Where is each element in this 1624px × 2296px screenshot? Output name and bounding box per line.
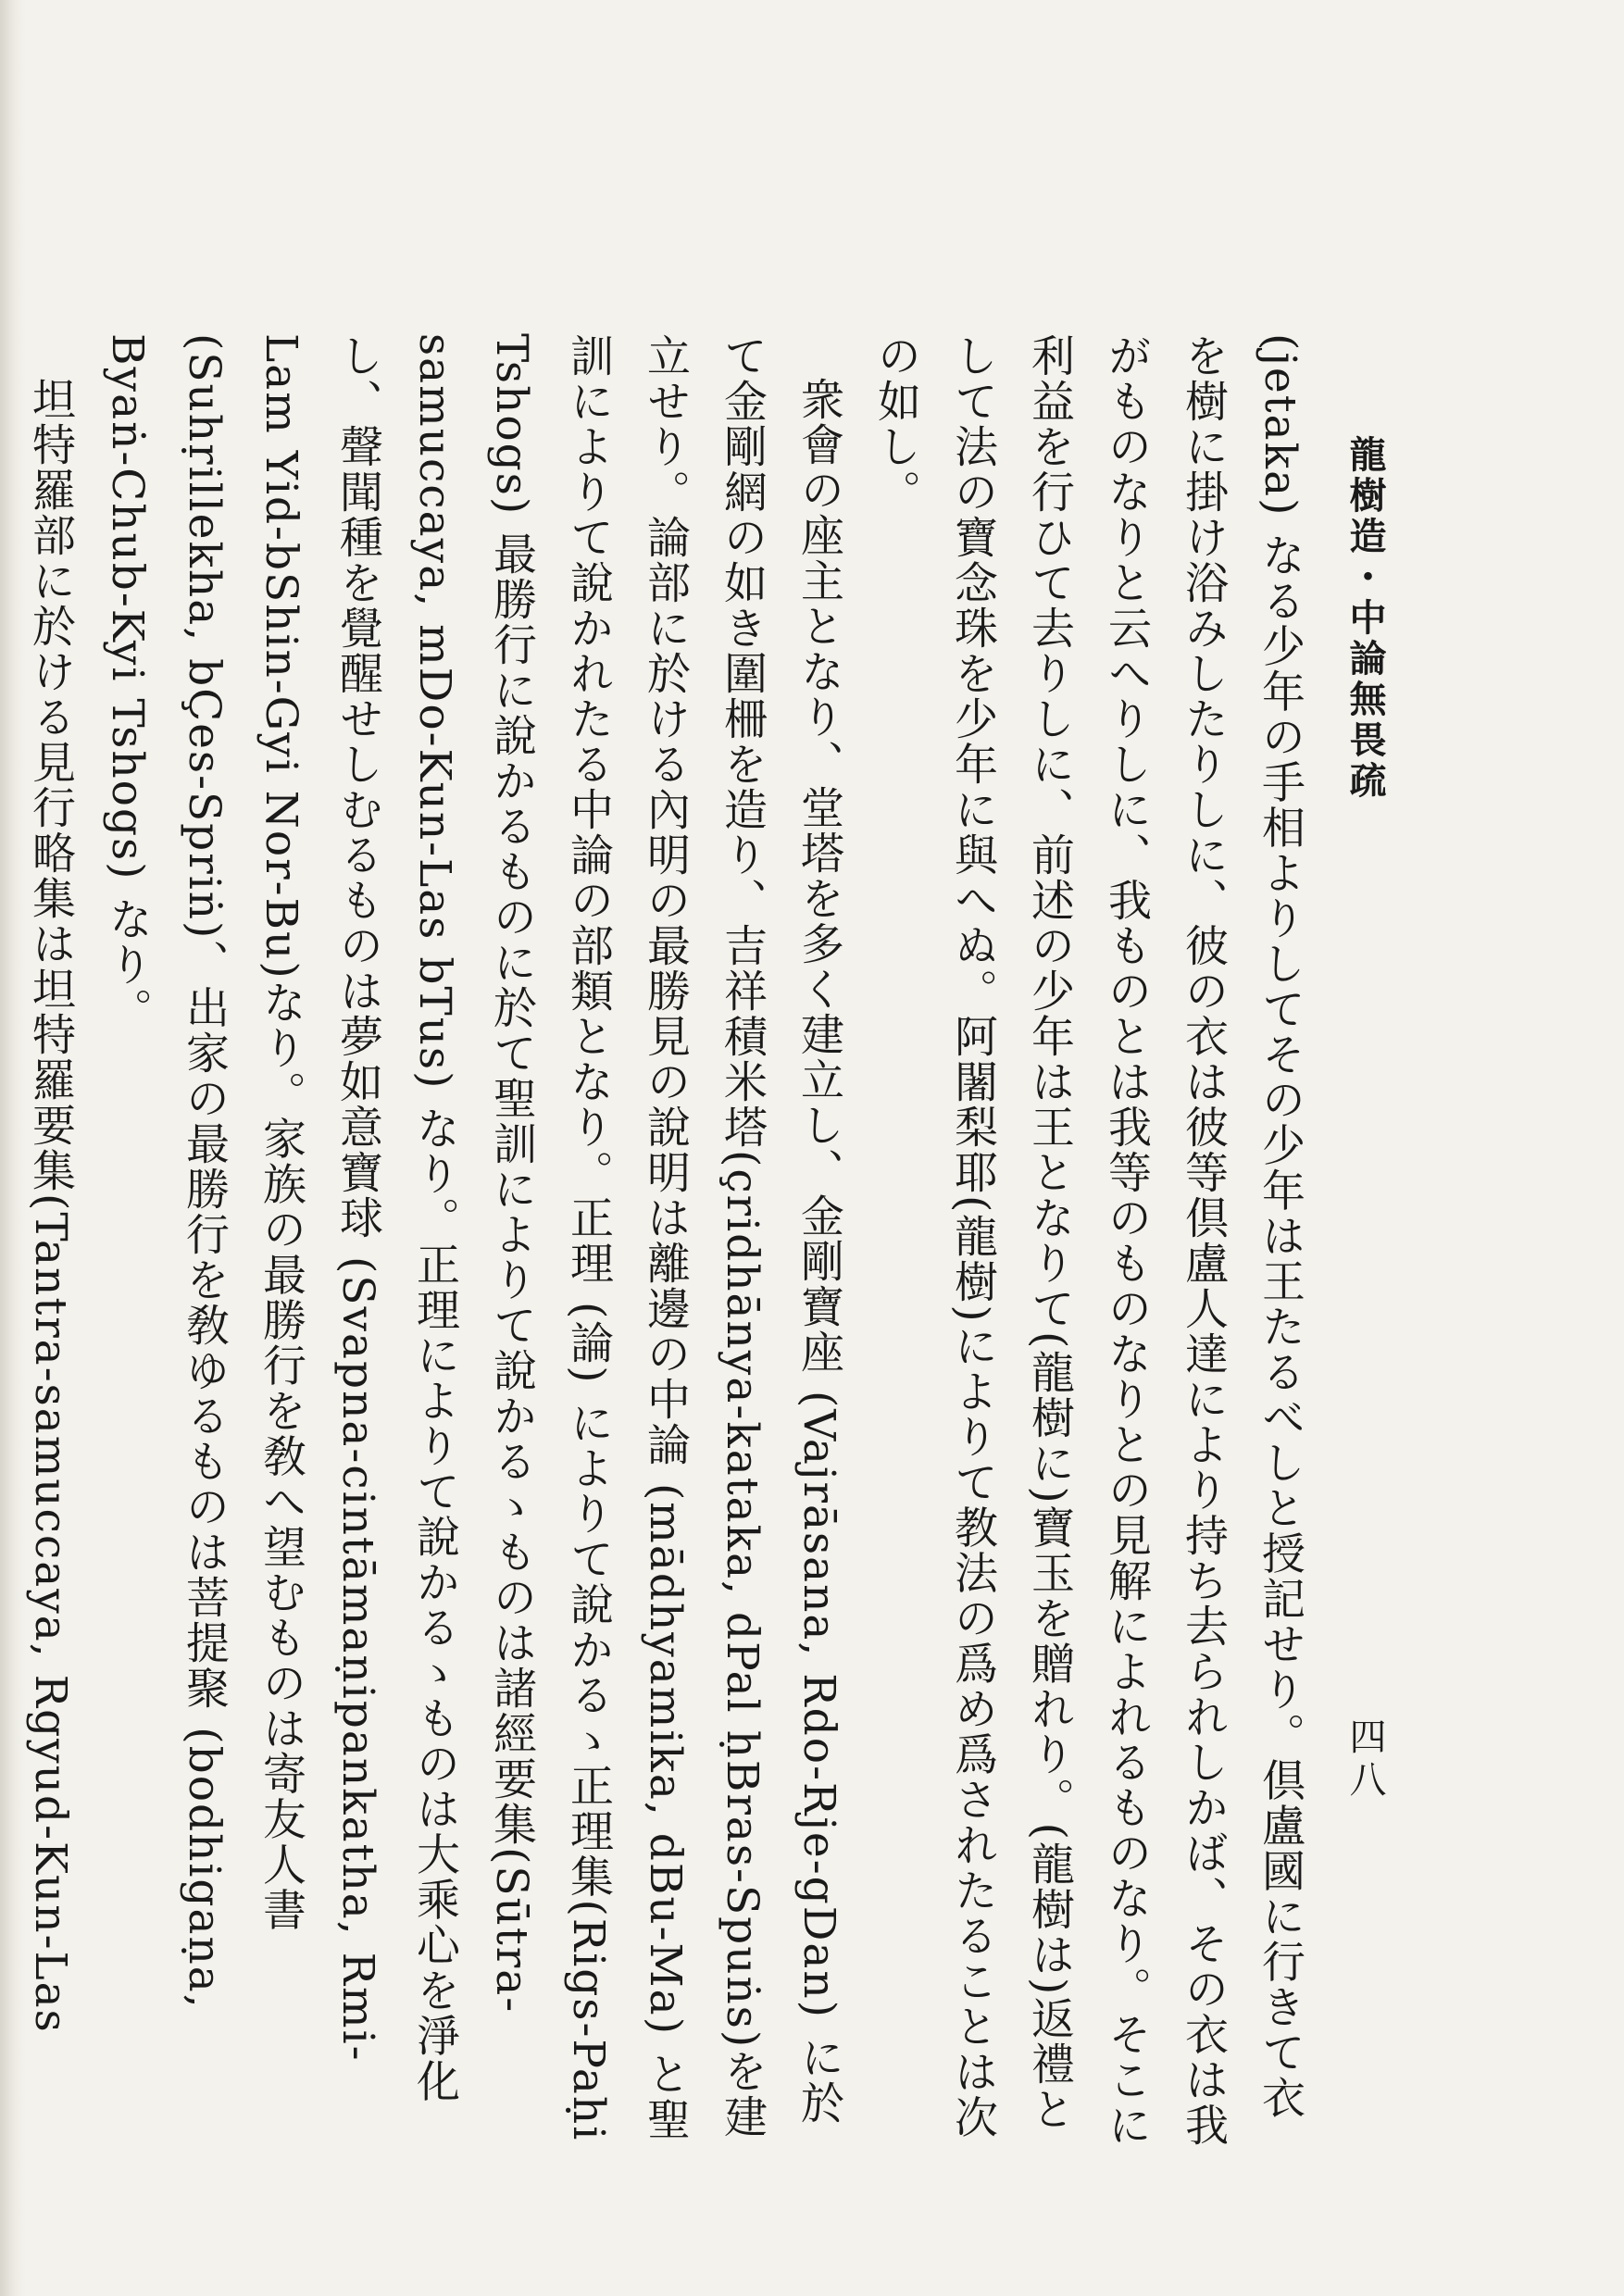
paragraph-3: 坦特羅部に於ける見行略集は坦特羅要集(Tantra-samuccaya, Rgyud-Kun-Las xyxy=(25,377,76,2034)
paragraph-1: (jetaka) なる少年の手相よりしてその少年は王たるべしと授記せり。倶盧國に行きて衣を樹に掛け浴みしたりしに、彼の衣は彼等倶盧人達により持ち去られしかば、その衣は我がものなりと云へりしに、我ものとは我等のものなりとの見解によれるものなり。そこに利益を行ひて去りしに、前述の少年は王となりて(龍樹に)寶玉を贈れり。(龍樹は)返禮として法の寶念珠を少年に與へぬ。阿闍梨耶(龍樹)によりて教法の爲め爲されたることは次の如し。 xyxy=(870,333,1305,2148)
page-number: 四八 xyxy=(1343,1717,1386,1803)
running-header-title: 龍樹造・中論無畏疏 xyxy=(1343,435,1387,802)
paragraph-2: 衆會の座主となり、堂塔を多く建立し、金剛寶座 (Vajrāsana, Rdo-Rje-gDan) に於て金剛網の如き圍柵を造り、吉祥積米塔(çridhānya-kataka, dPal ḥBras-Spuṅs)を建立せり。論部に於ける內明の最勝見の說明は離邊の中論 (mādhyamika, dBu-Ma) と聖訓によりて說かれたる中論の部類となり。正理 (論) によりて說かるゝ正理集(Rigs-Paḥi Tshogs) 最勝行に說かるものに於て聖訓によりて說かるゝものは諸經要集(Sūtra-samuccaya, mDo-Kun-Las bTus) なり。正理によりて說かるゝものは大乘心を淨化し、聲聞種を覺醒せしむるものは夢如意寶球 (Svapna-cintāmaṇipankatha, Rmi-Lam Yid-bShin-Gyi Nor-Bu)なり。家族の最勝行を敎へ望むものは寄友人書(Suhṛillekha, bÇes-Spriṅ)、出家の最勝行を敎ゆるものは菩提聚 (bodhigaṇa, Byaṅ-Chub-Kyi Tshogs) なり。 xyxy=(102,333,844,2142)
body-text xyxy=(25,333,1318,2157)
